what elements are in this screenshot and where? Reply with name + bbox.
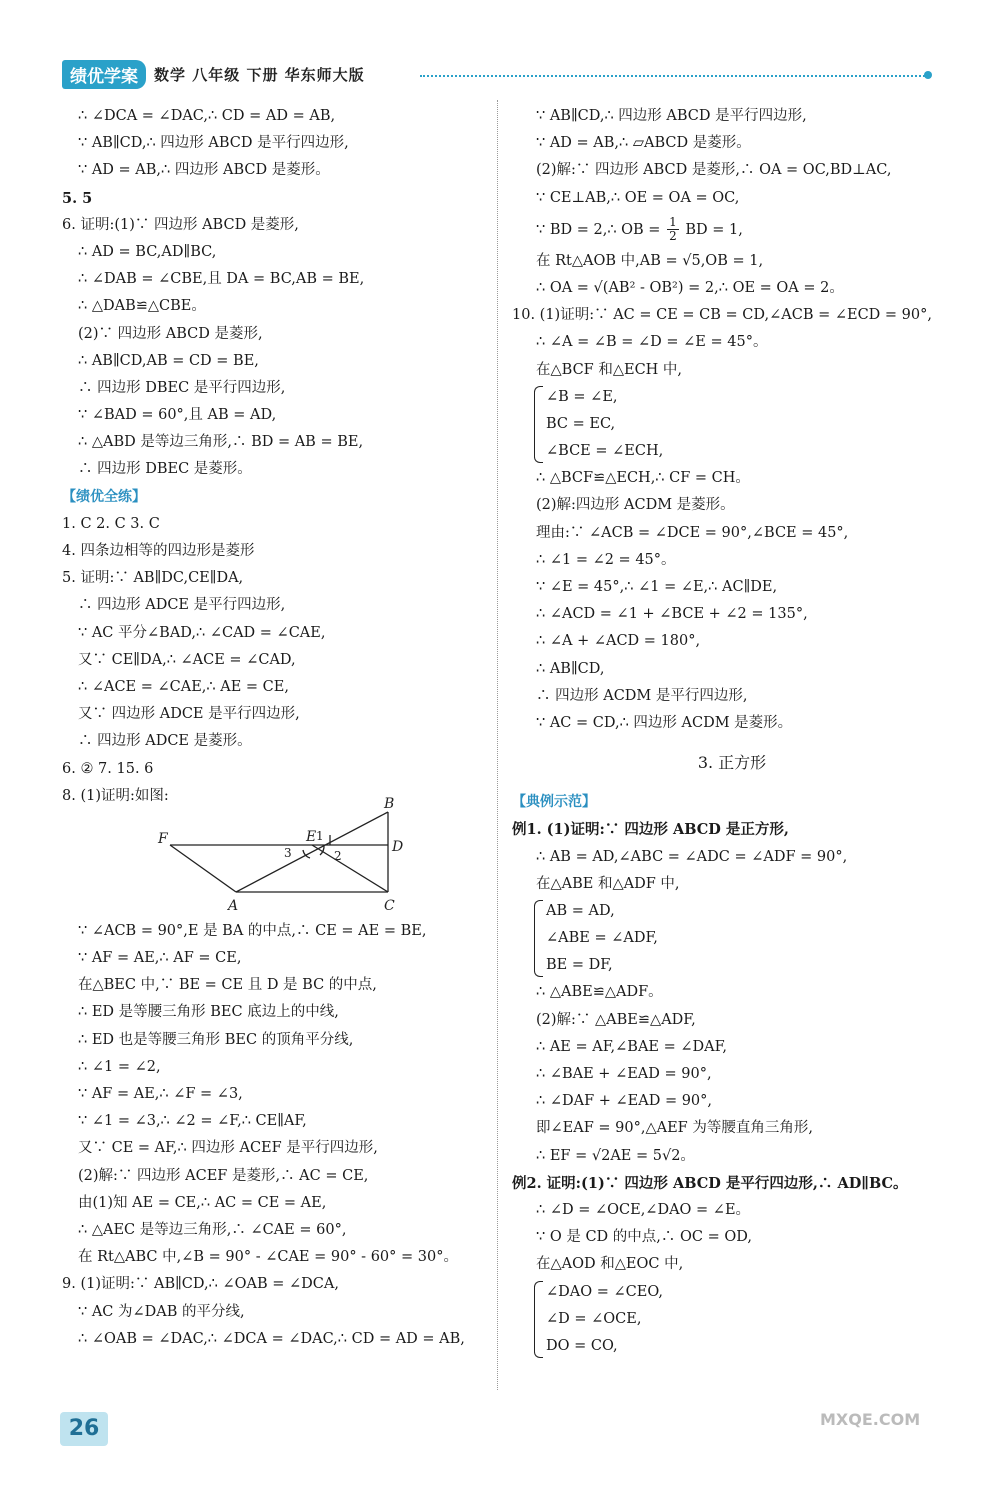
page-number: 26 <box>60 1412 108 1446</box>
text-line: ∴ △BCF≌△ECH,∴ CF = CH。 <box>536 470 750 487</box>
fraction-denominator: 2 <box>669 229 677 244</box>
text-line: ∴ AD = BC,AD∥BC, <box>78 243 217 260</box>
section-heading: 【典例示范】 <box>512 794 596 811</box>
angle-label-3: 3 <box>284 845 292 860</box>
text-line: (2)解:∵ △ABE≌△ADF, <box>536 1011 696 1028</box>
text-line: ∠ABE = ∠ADF, <box>546 930 658 947</box>
text-line: ∵ AC 为∠DAB 的平分线, <box>78 1303 245 1320</box>
text-line: 4. 四条边相等的四边形是菱形 <box>62 543 255 559</box>
text-line: ∴ △AEC 是等边三角形,∴ ∠CAE = 60°, <box>78 1221 347 1238</box>
text-line: BC = EC, <box>546 415 616 432</box>
text-line: ∠B = ∠E, <box>546 388 618 405</box>
text-line: 理由:∵ ∠ACB = ∠DCE = 90°,∠BCE = 45°, <box>536 524 849 541</box>
text-line: ∴ △ABD 是等边三角形,∴ BD = AB = BE, <box>78 434 364 451</box>
text-line: 6. ② 7. 15. 6 <box>62 760 154 777</box>
text-line: 又∵ CE∥DA,∴ ∠ACE = ∠CAD, <box>78 651 296 668</box>
text-line: ∴ ∠DAB = ∠CBE,且 DA = BC,AB = BE, <box>78 271 365 288</box>
text-line: 10. (1)证明:∵ AC = CE = CB = CD,∠ACB = ∠ECD = 90°, <box>512 307 932 324</box>
brace-system <box>512 898 952 980</box>
angle-label-2: 2 <box>334 848 342 863</box>
text-line: ∴ AB∥CD,AB = CD = BE, <box>78 352 259 369</box>
text-fragment: BD = 1, <box>685 221 743 238</box>
text-line: 8. (1)证明:如图: <box>62 787 169 804</box>
text-line: ∴ ∠BAE + ∠EAD = 90°, <box>536 1066 712 1082</box>
text-line: ∵ AD = AB,∴ ▱ABCD 是菱形。 <box>536 135 751 152</box>
label-d: D <box>392 838 404 855</box>
text-line: ∴ AB∥CD, <box>536 660 605 677</box>
text-line: ∴ △ABE≌△ADF。 <box>536 984 663 1001</box>
left-brace <box>534 900 543 978</box>
text-line: ∵ ∠1 = ∠3,∴ ∠2 = ∠F,∴ CE∥AF, <box>78 1113 307 1130</box>
text-line: ∴ △DAB≌△CBE。 <box>78 298 206 315</box>
text-line: 5. 证明:∵ AB∥DC,CE∥DA, <box>62 570 244 587</box>
label-f: F <box>158 830 168 847</box>
text-line: ∴ AE = AF,∠BAE = ∠DAF, <box>536 1038 728 1055</box>
segment-fa <box>170 845 236 892</box>
text-line: 又∵ 四边形 ADCE 是平行四边形, <box>78 706 300 723</box>
text-line: 例2. 证明:(1)∵ 四边形 ABCD 是平行四边形,∴ AD∥BC。 <box>512 1174 908 1192</box>
text-line: (2)∵ 四边形 ABCD 是菱形, <box>78 325 263 342</box>
section-title: 3. 正方形 <box>697 753 767 773</box>
text-line: ∵ ∠ACB = 90°,E 是 BA 的中点,∴ CE = AE = BE, <box>78 922 427 939</box>
left-brace <box>534 1281 543 1359</box>
brand-logo: 绩优学案 <box>62 60 146 89</box>
text-line: ∴ 四边形 ADCE 是平行四边形, <box>78 597 286 614</box>
text-line: ∴ ∠ACE = ∠CAE,∴ AE = CE, <box>78 678 289 695</box>
book-subtitle: 数学 八年级 下册 华东师大版 <box>154 65 365 84</box>
text-line: ∵ O 是 CD 的中点,∴ OC = OD, <box>536 1229 752 1246</box>
text-line: ∴ 四边形 DBEC 是平行四边形, <box>78 379 286 396</box>
text-fragment: ∵ BD = 2,∴ OB = <box>536 221 661 238</box>
label-e: E <box>306 828 317 845</box>
fraction-half <box>667 216 679 243</box>
text-line: (2)解:∵ 四边形 ACEF 是菱形,∴ AC = CE, <box>78 1167 369 1184</box>
text-line: 由(1)知 AE = CE,∴ AC = CE = AE, <box>78 1194 327 1211</box>
text-line: ∴ AB = AD,∠ABC = ∠ADC = ∠ADF = 90°, <box>536 848 848 865</box>
text-line: ∠D = ∠OCE, <box>546 1310 642 1327</box>
text-line: 6. 证明:(1)∵ 四边形 ABCD 是菱形, <box>62 216 299 233</box>
text-line: ∴ EF = √2AE = 5√2。 <box>536 1147 695 1164</box>
text-line: ∴ ED 是等腰三角形 BEC 底边上的中线, <box>78 1004 339 1021</box>
text-line: DO = CO, <box>546 1337 618 1354</box>
text-line: 5. 5 <box>62 189 93 207</box>
page-header <box>62 60 365 88</box>
text-line: ∴ ∠1 = ∠2, <box>78 1058 161 1075</box>
text-line: ∴ 四边形 DBEC 是菱形。 <box>78 461 252 478</box>
text-line: ∵ CE⊥AB,∴ OE = OA = OC, <box>536 189 740 206</box>
text-line: ∴ 四边形 ACDM 是平行四边形, <box>536 687 748 704</box>
text-line: 在 Rt△ABC 中,∠B = 90° - ∠CAE = 90° - 60° = 30°。 <box>78 1249 458 1266</box>
label-b: B <box>384 795 395 812</box>
text-line: ∵ AF = AE,∴ AF = CE, <box>78 950 242 967</box>
text-line: (2)解:∵ 四边形 ABCD 是菱形,∴ OA = OC,BD⊥AC, <box>536 162 892 179</box>
text-line: ∵ AF = AE,∴ ∠F = ∠3, <box>78 1086 243 1102</box>
text-line: 即∠EAF = 90°,△AEF 为等腰直角三角形, <box>536 1120 813 1137</box>
text-line: 在△BEC 中,∵ BE = CE 且 D 是 BC 的中点, <box>78 977 377 994</box>
text-line: 在 Rt△AOB 中,AB = √5,OB = 1, <box>536 252 764 269</box>
text-line: ∴ ∠D = ∠OCE,∠DAO = ∠E。 <box>536 1201 751 1218</box>
text-line: ∴ ∠1 = ∠2 = 45°。 <box>536 551 676 568</box>
watermark: MXQE.COM <box>820 1410 921 1429</box>
left-column <box>62 103 492 1353</box>
text-line: AB = AD, <box>546 902 615 919</box>
text-line: ∵ AC 平分∠BAD,∴ ∠CAD = ∠CAE, <box>78 624 326 641</box>
column-divider <box>497 100 498 1390</box>
text-line <box>512 212 952 248</box>
text-line: ∴ ∠A + ∠ACD = 180°, <box>536 633 701 650</box>
text-line: ∴ 四边形 ADCE 是菱形。 <box>78 733 252 750</box>
text-line: ∵ ∠E = 45°,∴ ∠1 = ∠E,∴ AC∥DE, <box>536 579 778 595</box>
text-line: ∴ ∠A = ∠B = ∠D = ∠E = 45°。 <box>536 334 768 351</box>
brace-system <box>512 1279 952 1361</box>
text-line: 在△AOD 和△EOC 中, <box>536 1256 684 1273</box>
text-line: ∵ ∠BAD = 60°,且 AB = AD, <box>78 407 277 424</box>
section-heading: 【绩优全练】 <box>62 488 146 505</box>
text-line: BE = DF, <box>546 957 613 974</box>
text-line: (2)解:四边形 ACDM 是菱形。 <box>536 497 735 514</box>
text-line: ∵ AD = AB,∴ 四边形 ABCD 是菱形。 <box>78 162 330 179</box>
segment-ab <box>236 812 388 892</box>
text-line: 9. (1)证明:∵ AB∥CD,∴ ∠OAB = ∠DCA, <box>62 1276 339 1293</box>
text-line: ∴ ∠OAB = ∠DAC,∴ ∠DCA = ∠DAC,∴ CD = AD = AB, <box>78 1330 465 1347</box>
text-line: ∵ AB∥CD,∴ 四边形 ABCD 是平行四边形, <box>78 135 349 152</box>
text-line: 在△BCF 和△ECH 中, <box>536 361 683 378</box>
header-dot-end <box>924 71 932 79</box>
brace-system <box>512 384 952 466</box>
label-c: C <box>384 897 395 914</box>
text-line: 在△ABE 和△ADF 中, <box>536 875 680 892</box>
segment-ec <box>312 845 388 892</box>
text-line: 1. C 2. C 3. C <box>62 515 160 532</box>
text-line: ∴ ∠ACD = ∠1 + ∠BCE + ∠2 = 135°, <box>536 606 808 623</box>
text-line: ∠DAO = ∠CEO, <box>546 1283 663 1300</box>
text-line: ∵ AC = CD,∴ 四边形 ACDM 是菱形。 <box>536 714 793 731</box>
text-line: ∴ ∠DCA = ∠DAC,∴ CD = AD = AB, <box>78 108 336 124</box>
right-column <box>512 103 952 1360</box>
text-line: ∵ AB∥CD,∴ 四边形 ABCD 是平行四边形, <box>536 108 807 124</box>
fraction-numerator: 1 <box>669 215 677 230</box>
header-dotted-rule <box>420 75 925 77</box>
text-line: 又∵ CE = AF,∴ 四边形 ACEF 是平行四边形, <box>78 1140 378 1157</box>
text-line: ∴ OA = √(AB² - OB²) = 2,∴ OE = OA = 2。 <box>536 279 844 296</box>
label-a: A <box>228 897 239 914</box>
angle-label-1: 1 <box>316 828 324 843</box>
text-line: ∠BCE = ∠ECH, <box>546 443 664 460</box>
left-brace <box>534 386 543 464</box>
text-line: 例1. (1)证明:∵ 四边形 ABCD 是正方形, <box>512 821 789 839</box>
text-line: ∴ ED 也是等腰三角形 BEC 的顶角平分线, <box>78 1031 354 1048</box>
text-line: ∴ ∠DAF + ∠EAD = 90°, <box>536 1093 713 1110</box>
